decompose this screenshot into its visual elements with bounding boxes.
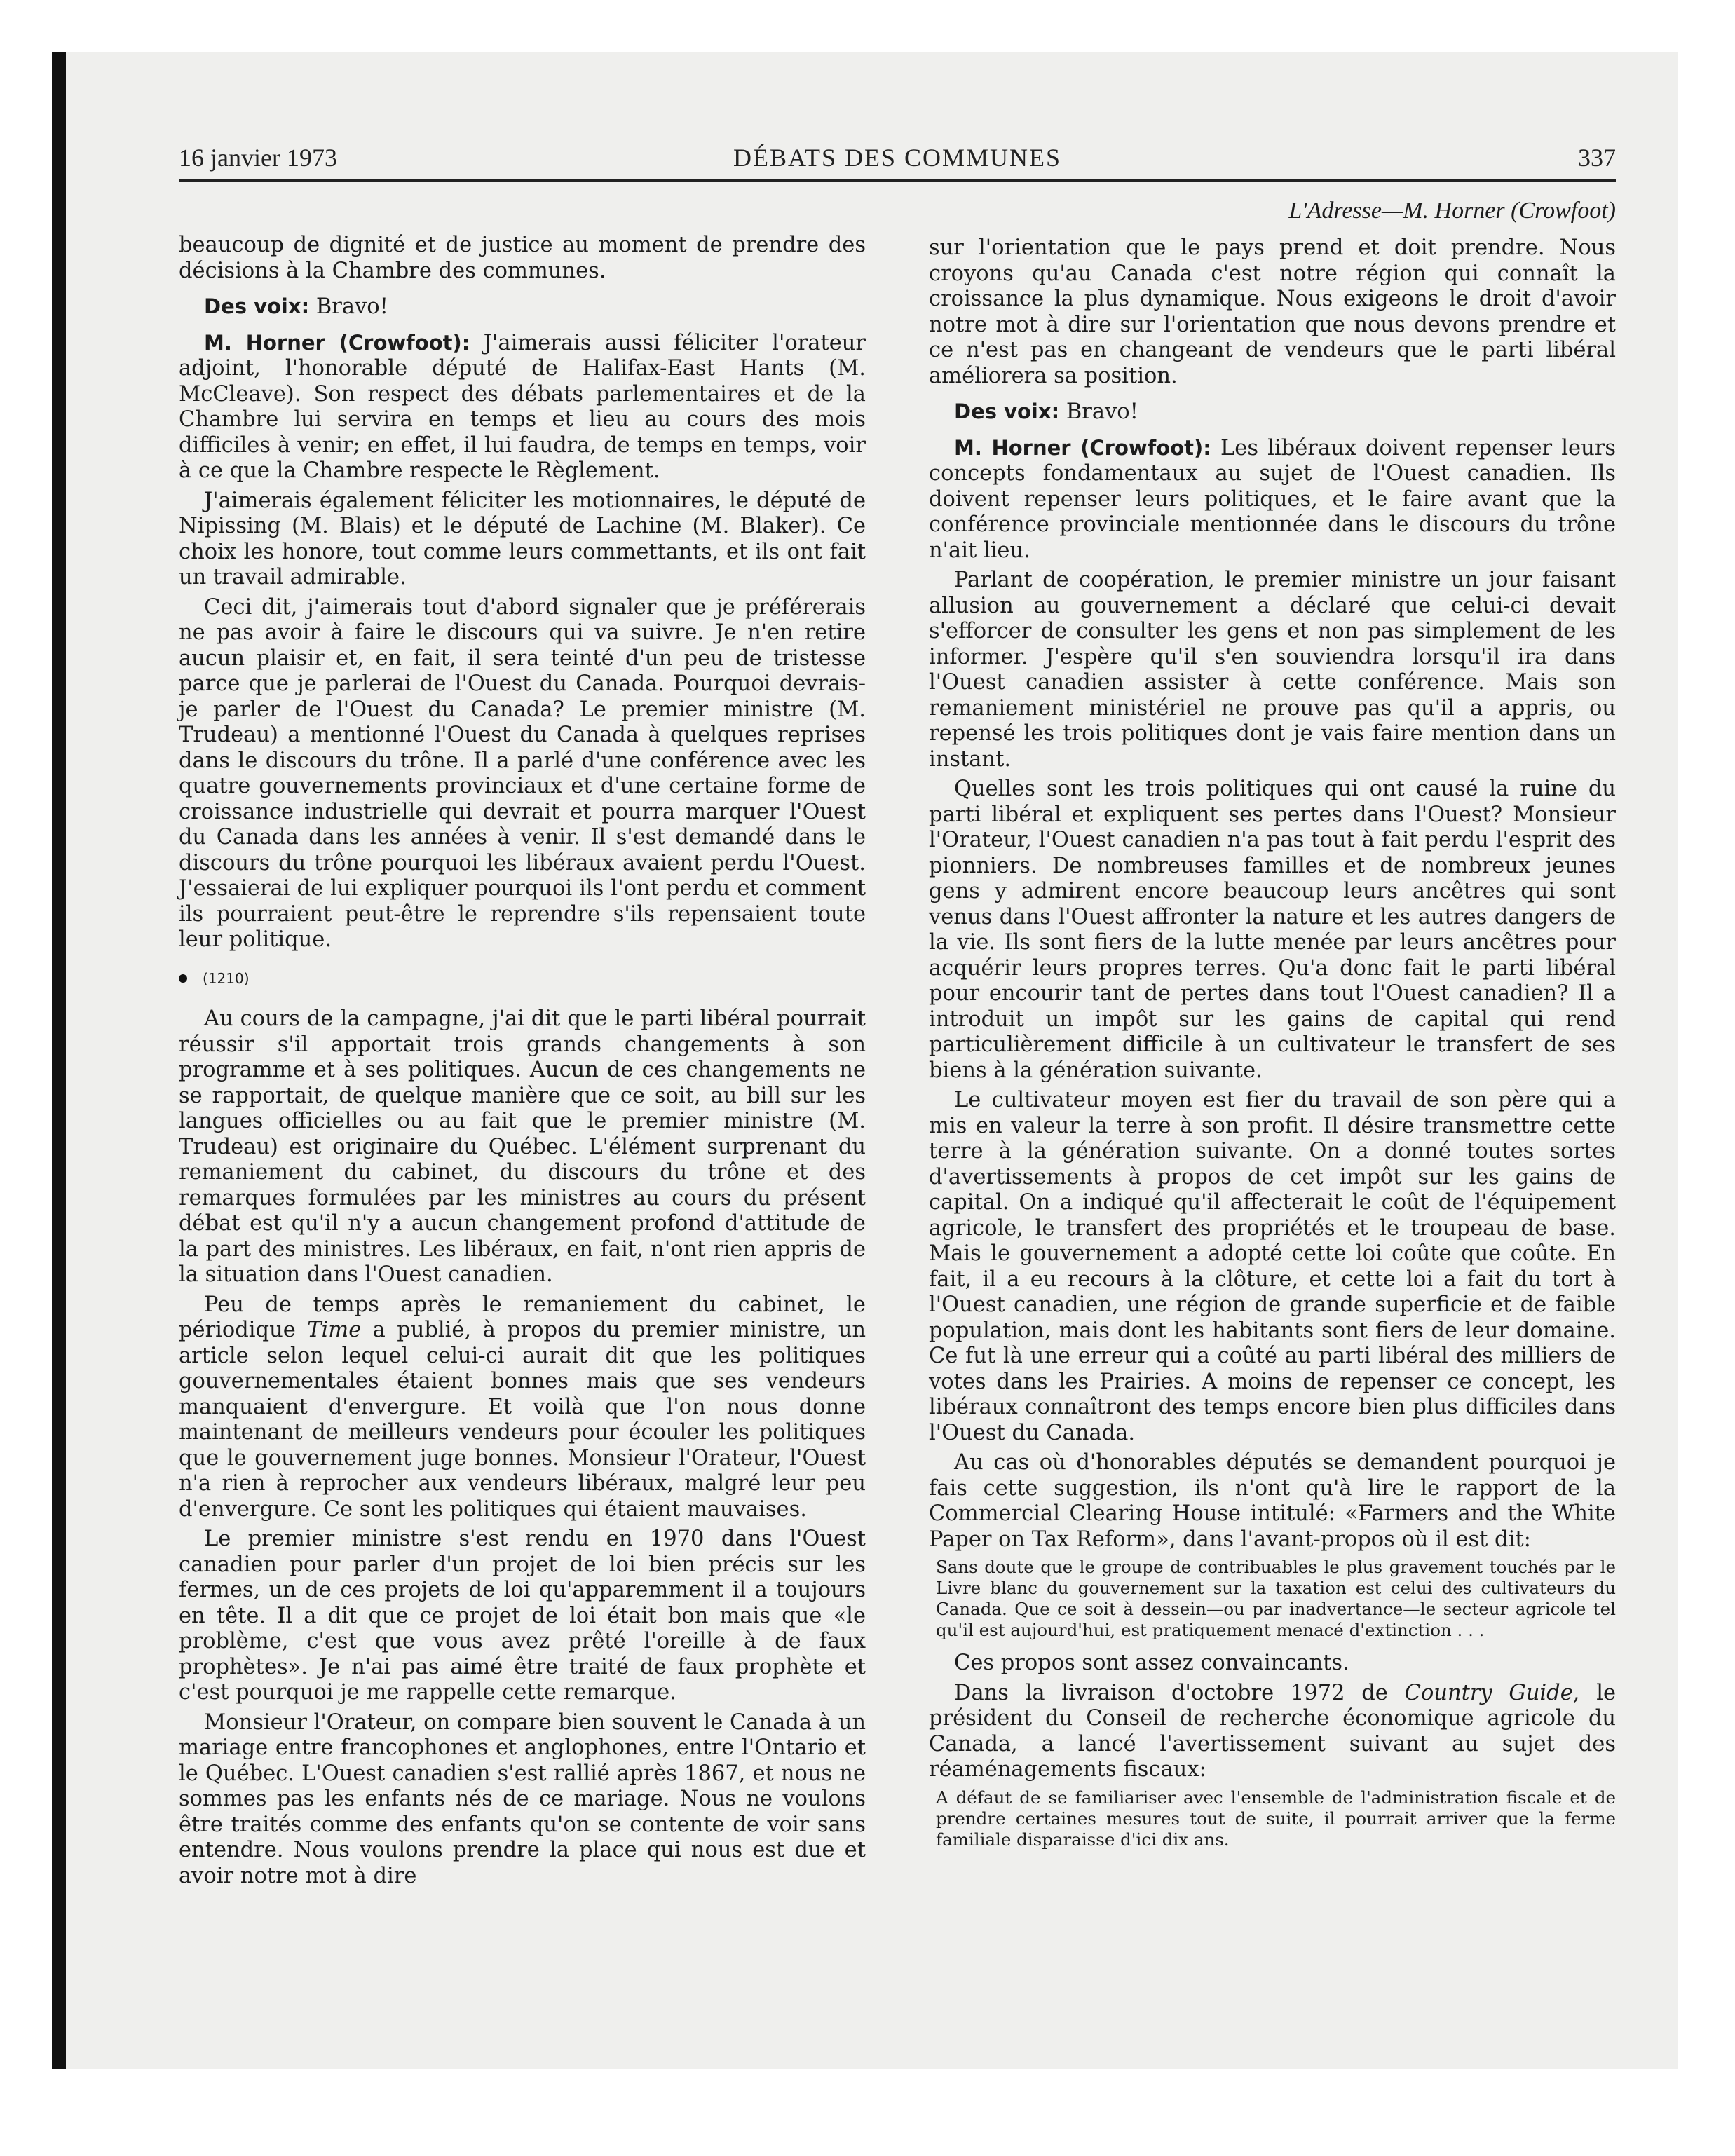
speech-voices (179, 294, 866, 320)
italic-title: Time (307, 1318, 362, 1342)
left-column (179, 233, 866, 1893)
text-run: Dans la livraison d'octobre 1972 de (954, 1680, 1405, 1705)
paragraph: Le premier ministre s'est rendu en 1970 dans l'Ouest canadien pour parler d'un projet de loi bien précis sur les fermes, un de ces projets de loi qu'apparemment il a toujours en tête. Il a dit que ce projet de loi était bon mais que «le problème, c'est que vous avez prêté l'oreille à de faux prophètes». Je n'ai pas aimé être traité de faux prophète et c'est pourquoi je me rappelle cette remarque. (179, 1527, 866, 1705)
header-title: DÉBATS DES COMMUNES (733, 144, 1062, 172)
speech-voices (929, 399, 1616, 425)
speech-text: Les libéraux doivent repenser leurs concepts fondamentaux au sujet de l'Ouest canadien. Ils doivent repenser leurs politiques, et le faire avant que la conférence provinciale mentionnée dans le discours du trône n'ait lieu. (929, 435, 1616, 563)
italic-title: Country Guide (1404, 1680, 1573, 1705)
paragraph: Ces propos sont assez convaincants. (954, 1651, 1349, 1675)
speech-horner (929, 435, 1616, 564)
paragraph: Parlant de coopération, le premier ministre un jour faisant allusion au gouvernement a déclaré que celui-ci devait s'efforcer de consulter les gens et non pas simplement de les informer. J'espère qu'il s'en souviendra lorsqu'il ira dans l'Ouest canadien assister à cette conférence. Mais son remaniement ministériel ne prouve pas qu'il a appris, ou repensé les trois politiques dont je vais faire mention dans un instant. (929, 568, 1616, 772)
right-column (929, 236, 1616, 1860)
speech-text: Bravo! (1066, 400, 1138, 424)
header-date: 16 janvier 1973 (179, 144, 337, 172)
paragraph: Le cultivateur moyen est fier du travail de son père qui a mis en valeur la terre à son profit. Il désire transmettre cette terre à la génération suivante. On a donné toutes sortes d'avertissements à propos de cet impôt sur les gains de capital. On a indiqué qu'il affecterait le coût de l'équipement agricole, le transfert des propriétés et le troupeau de base. Mais le gouvernement a adopté cette loi coûte que coûte. En fait, il a eu recours à la clôture, et cette loi a fait du tort à l'Ouest canadien, une région de grande superficie et de faible population, mais dont les habitants sont fiers de leur domaine. Ce fut là une erreur qui a coûté au parti libéral des milliers de votes dans les Prairies. A moins de repenser ce concept, les libéraux connaîtront des temps encore bien plus difficiles dans l'Ouest du Canada. (929, 1088, 1616, 1445)
block-quote: A défaut de se familiariser avec l'ensemble de l'administration fiscale et de prendre certaines mesures tout de suite, il pourrait arriver que la ferme familiale disparaisse d'ici dix ans. (936, 1787, 1616, 1850)
speech-text: Bravo! (315, 294, 388, 319)
speaker-name: M. Horner (Crowfoot): (204, 330, 470, 355)
running-head: L'Adresse—M. Horner (Crowfoot) (1288, 198, 1616, 224)
text-run: a publié, à propos du premier ministre, un article selon lequel celui-ci aurait dit que les politiques gouvernementales étaient bonnes mais que ses vendeurs manquaient d'envergure. Et voilà que l'on nous donne maintenant de meilleurs vendeurs pour écouler les politiques que le gouvernement juge bonnes. Monsieur l'Orateur, l'Ouest n'a rien à reprocher aux vendeurs libéraux, malgré leur peu d'envergure. Ce sont les politiques qui étaient mauvaises. (179, 1318, 866, 1522)
paragraph: beaucoup de dignité et de justice au moment de prendre des décisions à la Chambre des communes. (179, 233, 866, 283)
paragraph (929, 1681, 1616, 1783)
paragraph: Au cours de la campagne, j'ai dit que le parti libéral pourrait réussir s'il apportait trois grands changements à son programme et à ses politiques. Aucun de ces changements ne se rapportait, de quelque manière que ce soit, au bill sur les langues officielles ou au fait que le premier ministre (M. Trudeau) est originaire du Québec. L'élément surprenant du remaniement du cabinet, du discours du trône et des remarques formulées par les ministres au cours du présent débat est qu'il n'y a aucun changement profond d'attitude de la part des ministres. Les libéraux, en fait, n'ont rien appris de la situation dans l'Ouest canadien. (179, 1007, 866, 1287)
paragraph: Monsieur l'Orateur, on compare bien souvent le Canada à un mariage entre francophones et anglophones, entre l'Ontario et le Québec. L'Ouest canadien s'est rallié après 1867, et nous ne sommes pas les enfants nés de ce mariage. Nous ne voulons être traités comme des enfants qu'on se contente de voir sans entendre. Nous voulons prendre la place qui nous est due et avoir notre mot à dire (179, 1710, 866, 1888)
page-header (179, 140, 1616, 182)
text-run: Peu de temps après le remaniement du cabinet, le périodique (179, 1292, 866, 1342)
speech-horner (179, 330, 866, 484)
paragraph: Au cas où d'honorables députés se demandent pourquoi je fais cette suggestion, ils n'ont qu'à lire le rapport de la Commercial Clearing House intitulé: «Farmers and the White Paper on Tax Reform», dans l'avant-propos où il est dit: (929, 1450, 1616, 1552)
speaker-name: Des voix: (954, 400, 1060, 423)
paragraph: J'aimerais également féliciter les motionnaires, le député de Nipissing (M. Blais) et le député de Lachine (M. Blaker). Ce choix les honore, tout comme leurs commettants, et ils ont fait un travail admirable. (179, 488, 866, 589)
page-number: 337 (1578, 144, 1616, 172)
scan-edge (52, 52, 66, 2069)
block-quote: Sans doute que le groupe de contribuables le plus gravement touchés par le Livre blanc du gouvernement sur la taxation est celui des cultivateurs du Canada. Que ce soit à dessein—ou par inadvertance—le secteur agricole tel qu'il est aujourd'hui, est pratiquement menacé d'extinction . . . (936, 1557, 1616, 1640)
timestamp-marker (179, 966, 866, 992)
bullet-icon (179, 974, 187, 983)
paragraph: Quelles sont les trois politiques qui ont causé la ruine du parti libéral et expliquent ses pertes dans l'Ouest? Monsieur l'Orateur, l'Ouest canadien n'a pas tout à fait perdu l'esprit des pionniers. De nombreuses familles et de nombreux jeunes gens y admirent encore beaucoup leurs ancêtres qui sont venus dans l'Ouest affronter la nature et les autres dangers de la vie. Ils sont fiers de la lutte menée par leurs ancêtres pour acquérir leurs propres terres. Qu'a donc fait le parti libéral pour encourir tant de pertes dans tout l'Ouest canadien? Il a introduit un impôt sur les gains de capital qui rend particulièrement difficile à un cultivateur le transfert de ses biens à la génération suivante. (929, 777, 1616, 1083)
speech-text: J'aimerais aussi féliciter l'orateur adjoint, l'honorable député de Halifax-East Hants (M. McCleave). Son respect des débats parlementaires et de la Chambre lui servira en temps et lieu au cours des mois difficiles à venir; en effet, il lui faudra, de temps en temps, voir à ce que la Chambre respecte le Règlement. (179, 330, 866, 483)
speaker-name: Des voix: (204, 294, 310, 318)
timestamp-text: (1210) (203, 969, 250, 987)
paragraph (179, 1292, 866, 1523)
speaker-name: M. Horner (Crowfoot): (954, 435, 1211, 460)
text-run: , le président du Conseil de recherche économique agricole du Canada, a lancé l'avertissement suivant au sujet des réaménagements fiscaux: (929, 1680, 1616, 1782)
paragraph: Ceci dit, j'aimerais tout d'abord signaler que je préférerais ne pas avoir à faire le discours qui va suivre. Je n'en retire aucun plaisir et, en fait, il sera teinté d'un peu de tristesse parce que je parlerai de l'Ouest du Canada. Pourquoi devrais-je parler de l'Ouest du Canada? Le premier ministre (M. Trudeau) a mentionné l'Ouest du Canada à quelques reprises dans le discours du trône. Il a parlé d'une conférence avec les quatre gouvernements provinciaux et d'une certaine forme de croissance industrielle qui devrait et pourra marquer l'Ouest du Canada dans les années à venir. Il s'est demandé dans le discours du trône pourquoi les libéraux avaient perdu l'Ouest. J'essaierai de lui expliquer pourquoi ils l'ont perdu et comment ils pourraient peut-être le reprendre s'ils repensaient toute leur politique. (179, 594, 866, 952)
paragraph: sur l'orientation que le pays prend et doit prendre. Nous croyons qu'au Canada c'est notre région qui connaît la croissance la plus dynamique. Nous exigeons le droit d'avoir notre mot à dire sur l'orientation que nous devons prendre et ce n'est pas en changeant de vendeurs que le parti libéral améliorera sa position. (929, 236, 1616, 388)
